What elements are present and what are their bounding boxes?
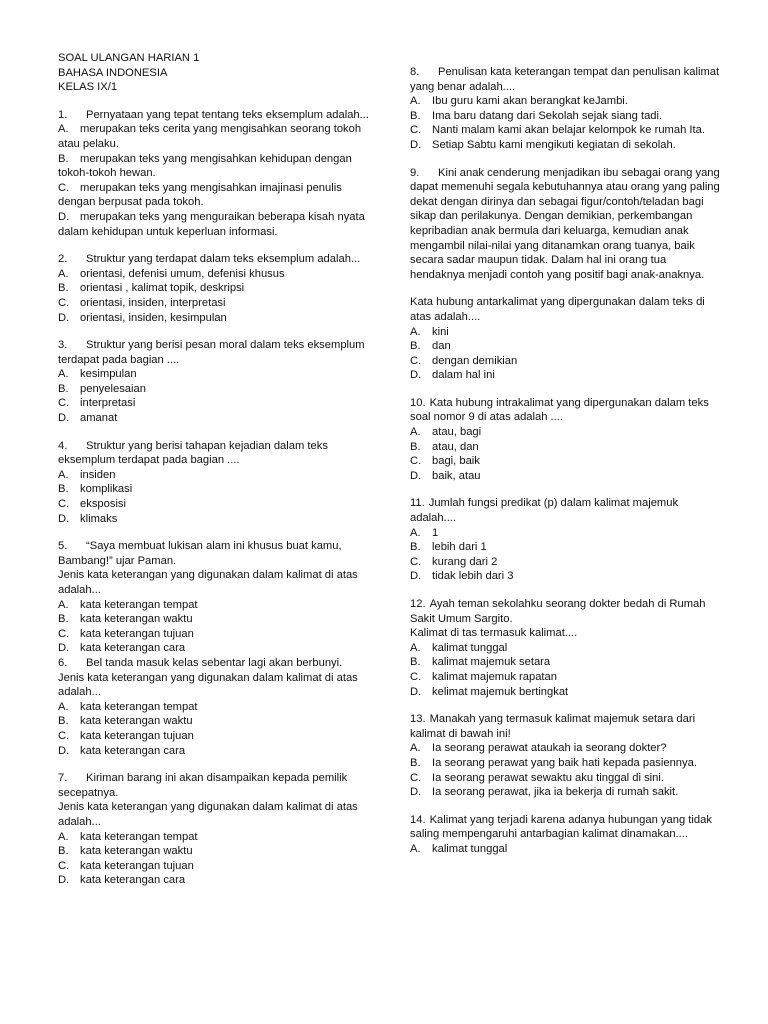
question-stem: Struktur yang terdapat dalam teks eksemplum adalah...	[86, 253, 361, 266]
question-9	[410, 166, 722, 383]
option-a: A. kini	[410, 325, 449, 338]
option-a: A. 1	[410, 526, 439, 539]
option-c: C. kata keterangan tujuan	[58, 859, 194, 872]
option-c: C. eksposisi	[58, 498, 127, 511]
question-stem: Kata hubung intrakalimat yang dipergunakan dalam teks soal nomor 9 di atas adalah ....	[410, 396, 709, 424]
option-a: A. Ibu guru kami akan berangkat keJambi.	[410, 95, 628, 108]
option-d: D. kata keterangan cara	[58, 642, 186, 655]
question-number: 14.	[410, 813, 426, 826]
option-c: C. merupakan teks yang mengisahkan imajinasi penulis dengan berpusat pada tokoh.	[58, 181, 342, 209]
option-c: C. Nanti malam kami akan belajar kelompok ke rumah Ita.	[410, 124, 705, 137]
question-prompt: Jenis kata keterangan yang digunakan dalam kalimat di atas adalah...	[58, 801, 358, 828]
option-a: A. kata keterangan tempat	[58, 700, 198, 713]
option-a: A. orientasi, defenisi umum, defenisi khusus	[58, 267, 285, 280]
option-c: C. kalimat majemuk rapatan	[410, 670, 557, 683]
option-c: C. Ia seorang perawat sewaktu aku tinggal di sini.	[410, 771, 664, 784]
option-b: B. dan	[410, 340, 451, 353]
option-d: D. kata keterangan cara	[58, 744, 186, 757]
option-b: B. orientasi , kalimat topik, deskripsi	[58, 282, 245, 295]
question-stem: “Saya membuat lukisan alam ini khusus buat kamu, Bambang!” ujar Paman.	[58, 540, 342, 567]
option-c: C. kata keterangan tujuan	[58, 627, 194, 640]
question-number: 11.	[410, 497, 425, 510]
question-stem: Ayah teman sekolahku seorang dokter bedah di Rumah Sakit Umum Sargito.	[410, 598, 706, 625]
question-4	[58, 439, 370, 527]
question-number: 2.	[58, 253, 68, 266]
question-stem: Struktur yang berisi tahapan kejadian dalam teks eksemplum terdapat pada bagian ....	[58, 439, 328, 467]
question-stem: Pernyataan yang tepat tentang teks eksemplum adalah...	[86, 108, 369, 121]
question-stem: Struktur yang berisi pesan moral dalam teks eksemplum terdapat pada bagian ....	[58, 339, 365, 366]
question-number: 1.	[58, 108, 68, 121]
option-b: B. merupakan teks yang mengisahkan kehidupan dengan tokoh-tokoh hewan.	[58, 152, 352, 180]
question-5	[58, 539, 370, 656]
option-d: D. dalam hal ini	[410, 369, 495, 382]
question-6	[58, 656, 370, 758]
option-a: A. insiden	[58, 468, 116, 481]
option-d: D. Ia seorang perawat, jika ia bekerja di rumah sakit.	[410, 786, 679, 799]
option-d: D. amanat	[58, 412, 118, 425]
option-a: A. kesimpulan	[58, 368, 137, 381]
option-d: D. tidak lebih dari 3	[410, 570, 514, 583]
option-b: B. Ia seorang perawat yang baik hati kepada pasiennya.	[410, 756, 697, 769]
option-b: B. kata keterangan waktu	[58, 613, 193, 626]
question-number: 12.	[410, 598, 426, 610]
option-a: A. Ia seorang perawat ataukah ia seorang dokter?	[410, 742, 667, 755]
question-number: 13.	[410, 713, 426, 726]
question-number: 10.	[410, 396, 426, 409]
question-1	[58, 108, 370, 239]
option-b: B. kata keterangan waktu	[58, 845, 193, 858]
exam-subject: BAHASA INDONESIA	[58, 66, 168, 79]
exam-class: KELAS IX/1	[58, 81, 118, 94]
question-stem: Bel tanda masuk kelas sebentar lagi akan berbunyi.	[86, 656, 343, 669]
option-b: B. penyelesaian	[58, 382, 146, 395]
question-number: 7.	[58, 772, 68, 785]
question-stem: Kiriman barang ini akan disampaikan kepada pemilik secepatnya.	[58, 772, 348, 799]
option-a: A. kata keterangan tempat	[58, 598, 198, 611]
right-column	[410, 65, 722, 870]
question-stem: Kalimat yang terjadi karena adanya hubungan yang tidak saling mempengaruhi antarbagian kalimat dinamakan....	[410, 813, 712, 841]
option-d: D. kelimat majemuk bertingkat	[410, 685, 569, 698]
option-a: A. kalimat tunggal	[410, 842, 508, 855]
option-d: D. kata keterangan cara	[58, 874, 186, 887]
option-b: B. lebih dari 1	[410, 541, 487, 554]
question-7	[58, 771, 370, 888]
question-12	[410, 597, 722, 699]
question-14	[410, 813, 722, 857]
question-number: 4.	[58, 439, 68, 452]
option-b: B. atau, dan	[410, 440, 479, 453]
option-c: C. kurang dari 2	[410, 555, 498, 568]
question-number: 3.	[58, 339, 68, 352]
option-c: C. dengan demikian	[410, 354, 518, 367]
option-b: B. komplikasi	[58, 483, 133, 496]
question-13	[410, 712, 722, 800]
option-d: D. klimaks	[58, 512, 118, 525]
option-b: B. kalimat majemuk setara	[410, 656, 551, 669]
question-8	[410, 65, 722, 153]
option-a: A. kata keterangan tempat	[58, 830, 198, 843]
question-11	[410, 496, 722, 584]
question-number: 8.	[410, 66, 420, 78]
option-a: A. kalimat tunggal	[410, 641, 508, 654]
left-column	[58, 51, 370, 901]
option-c: C. interpretasi	[58, 397, 136, 410]
exam-header	[58, 51, 370, 95]
option-d: D. baik, atau	[410, 469, 481, 482]
option-d: D. merupakan teks yang menguraikan beberapa kisah nyata dalam kehidupan untuk keperluan informasi.	[58, 210, 365, 238]
exam-title: SOAL ULANGAN HARIAN 1	[58, 52, 200, 64]
option-d: D. orientasi, insiden, kesimpulan	[58, 311, 227, 324]
question-number: 5.	[58, 540, 68, 553]
question-stem: Penulisan kata keterangan tempat dan penulisan kalimat yang benar adalah....	[410, 66, 720, 93]
option-c: C. kata keterangan tujuan	[58, 729, 194, 742]
option-c: C. orientasi, insiden, interpretasi	[58, 296, 226, 309]
question-number: 6.	[58, 656, 68, 669]
option-a: A. atau, bagi	[410, 426, 482, 439]
question-10	[410, 396, 722, 484]
option-d: D. Setiap Sabtu kami mengikuti kegiatan di sekolah.	[410, 138, 676, 151]
option-a: A. merupakan teks cerita yang mengisahkan seorang tokoh atau pelaku.	[58, 123, 362, 150]
question-prompt: Kalimat di tas termasuk kalimat....	[410, 627, 578, 640]
question-stem: Jumlah fungsi predikat (p) dalam kalimat majemuk adalah....	[410, 497, 679, 525]
question-number: 9.	[410, 166, 420, 179]
question-3	[58, 338, 370, 426]
question-stem: Manakah yang termasuk kalimat majemuk setara dari kalimat di bawah ini!	[410, 713, 696, 740]
option-b: B. kata keterangan waktu	[58, 715, 193, 728]
option-b: B. Ima baru datang dari Sekolah sejak siang tadi.	[410, 109, 663, 122]
question-prompt: Jenis kata keterangan yang digunakan dalam kalimat di atas adalah...	[58, 569, 358, 596]
question-prompt: Kata hubung antarkalimat yang dipergunakan dalam teks di atas adalah....	[410, 296, 705, 323]
question-prompt: Jenis kata keterangan yang digunakan dalam kalimat di atas adalah...	[58, 671, 358, 699]
question-2	[58, 252, 370, 325]
option-c: C. bagi, baik	[410, 455, 480, 468]
question-passage: Kini anak cenderung menjadikan ibu sebagai orang yang dapat memenuhi segala kebutuhannya atau orang yang paling dekat dengan dirinya dan sebagai figur/contoh/teladan bagi sikap dan perilakunya. Dengan demikian, perkembangan kepribadian anak bermula dari keluarga, kemudian anak mengambil nilai-nilai yang ditanamkan orang tuanya, baik secara sadar maupun tidak. Dalam hal ini orang tua hendaknya menjadi contoh yang positif bagi anak-anaknya.	[410, 166, 720, 281]
